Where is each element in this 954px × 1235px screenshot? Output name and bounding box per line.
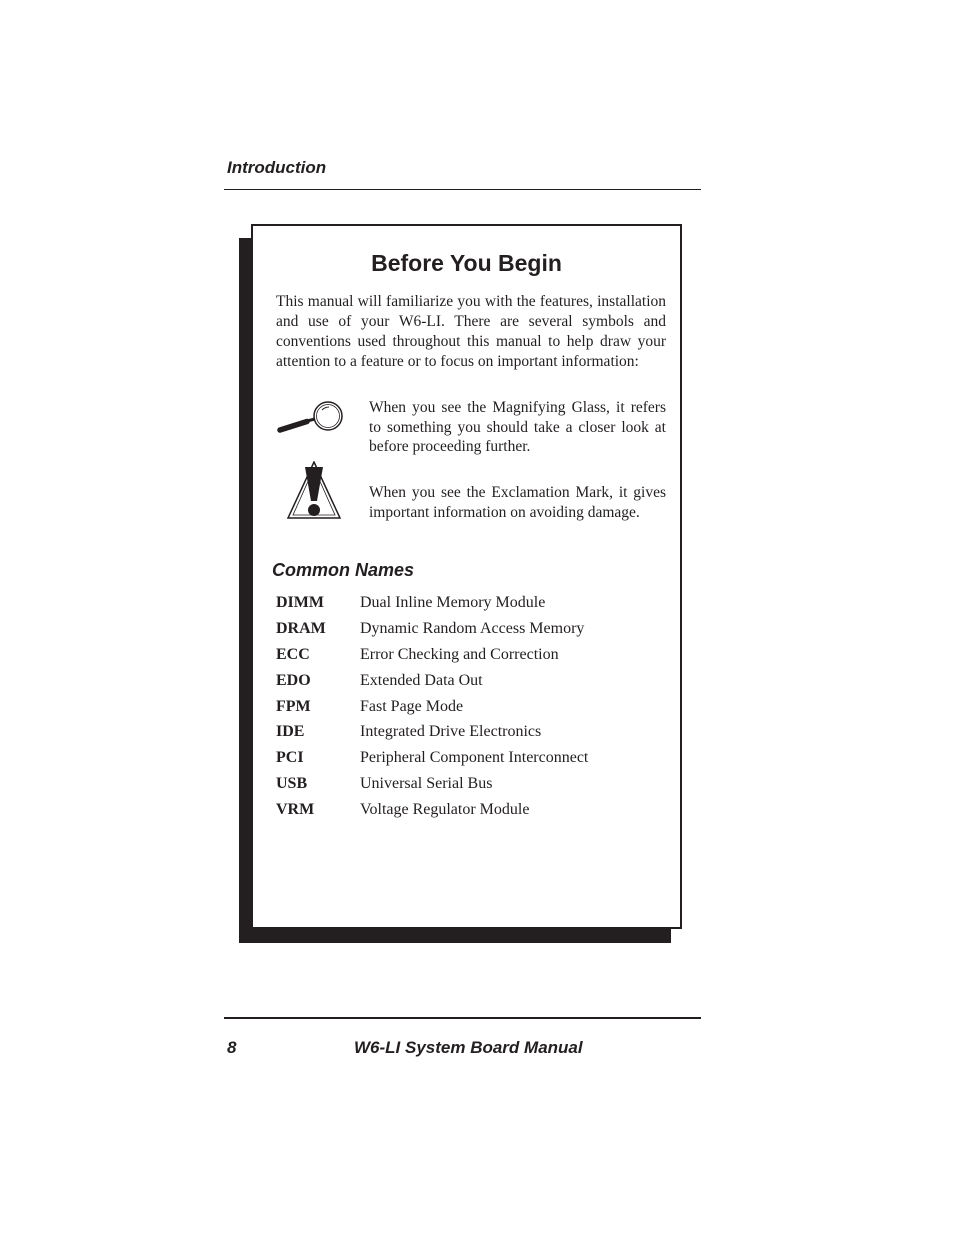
box-title: Before You Begin <box>371 250 562 276</box>
abbreviation: PCI <box>276 749 304 767</box>
definition: Peripheral Component Interconnect <box>360 749 589 767</box>
abbreviation: DIMM <box>276 594 324 611</box>
common-names-heading: Common Names <box>272 560 415 580</box>
intro-paragraph: This manual will familiarize you with the features, installation and use of your W6-LI. There are several symbols and conventions used throughout this manual to help draw your attention to a feature or to focus on important information: <box>276 293 666 370</box>
list-item <box>276 771 588 797</box>
list-item <box>276 797 588 823</box>
abbreviation: EDO <box>276 671 311 689</box>
abbreviation: ECC <box>276 645 310 663</box>
definition: Dual Inline Memory Module <box>360 594 546 611</box>
footer-rule <box>224 1017 701 1019</box>
list-item <box>276 694 588 720</box>
page-number: 8 <box>227 1038 237 1057</box>
definition: Fast Page Mode <box>360 697 464 715</box>
magnifying-glass-note: When you see the Magnifying Glass, it refers to something you should take a closer look at before proceeding further. <box>369 399 666 455</box>
header-rule <box>224 189 701 190</box>
list-item <box>276 590 588 616</box>
list-item <box>276 719 588 745</box>
before-you-begin-box <box>251 224 682 929</box>
manual-title: W6-LI System Board Manual <box>354 1038 583 1057</box>
section-header: Introduction <box>227 158 327 177</box>
list-item <box>276 745 588 771</box>
definition: Dynamic Random Access Memory <box>360 619 585 637</box>
abbreviation: DRAM <box>276 619 326 637</box>
common-names-list <box>276 590 588 823</box>
exclamation-mark-note: When you see the Exclamation Mark, it gives important information on avoiding damage. <box>369 484 666 521</box>
abbreviation: USB <box>276 775 308 793</box>
exclamation-mark-icon <box>286 461 342 521</box>
list-item <box>276 616 588 642</box>
definition: Universal Serial Bus <box>360 775 493 793</box>
magnifying-glass-icon <box>277 397 343 437</box>
abbreviation: VRM <box>276 801 315 819</box>
abbreviation: IDE <box>276 723 305 741</box>
definition: Error Checking and Correction <box>360 645 559 663</box>
definition: Extended Data Out <box>360 671 483 689</box>
definition: Integrated Drive Electronics <box>360 723 542 741</box>
definition: Voltage Regulator Module <box>360 801 530 819</box>
list-item <box>276 668 588 694</box>
abbreviation: FPM <box>276 697 311 715</box>
list-item <box>276 642 588 668</box>
